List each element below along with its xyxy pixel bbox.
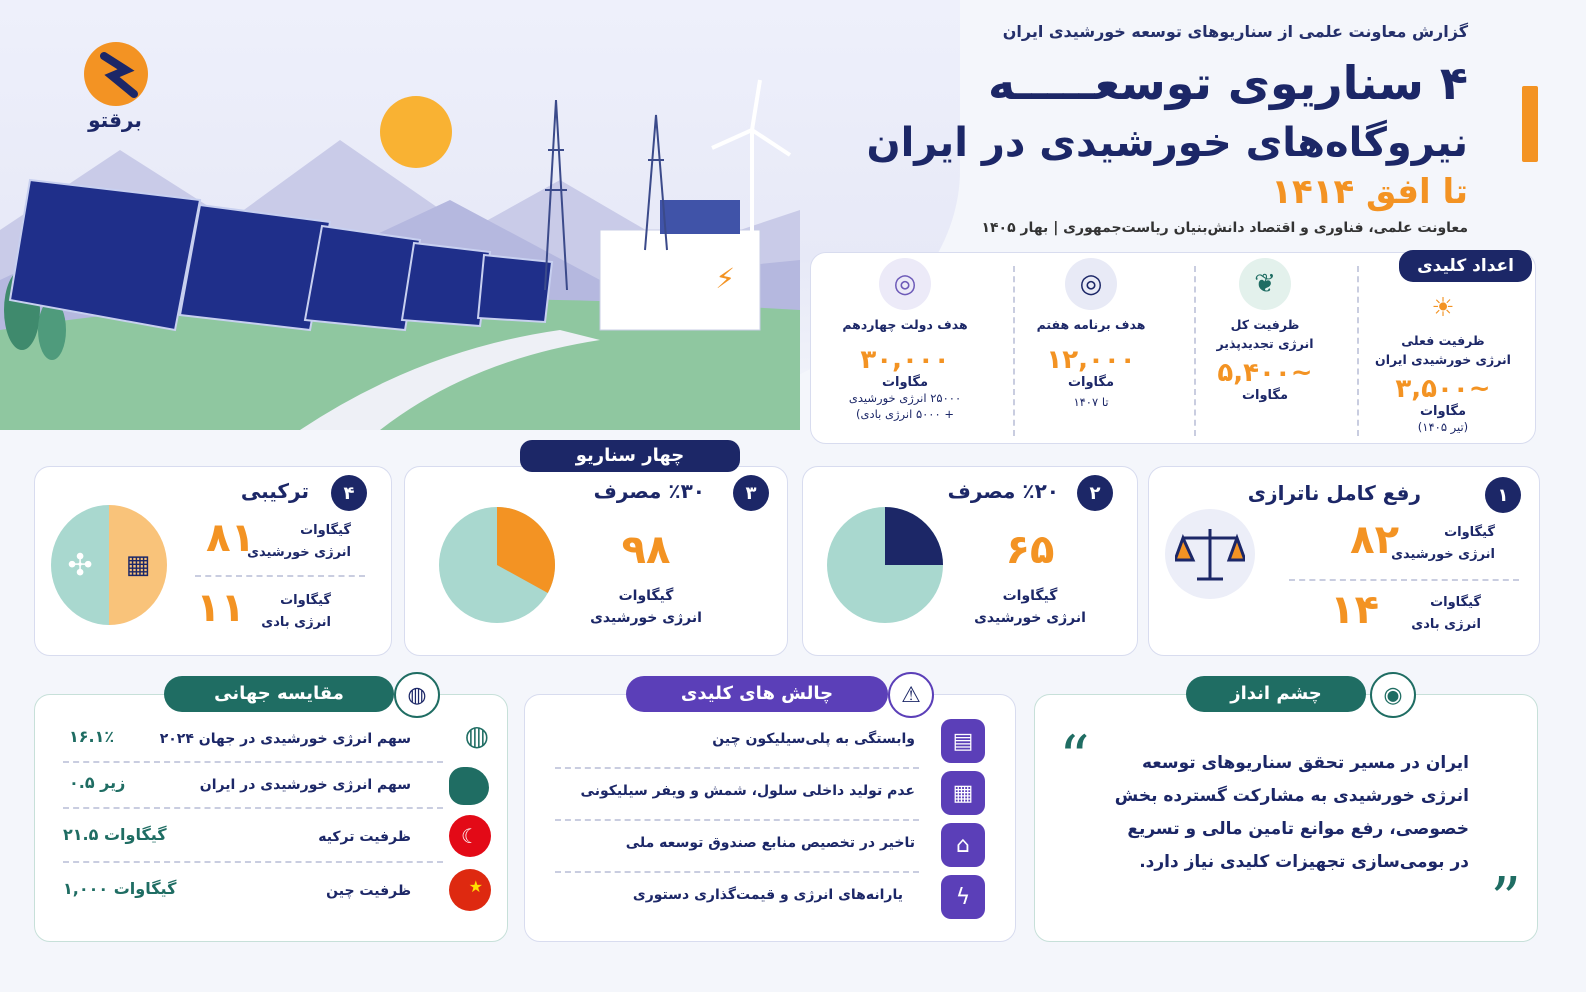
divider [63,861,443,863]
target-icon: ◎ [1065,258,1117,310]
global-comparison-badge: مقایسه جهانی [164,676,394,712]
divider [1289,579,1519,581]
solar-panel-icon: ▦ [109,505,167,625]
divider [195,575,365,577]
brand-logo-text: برقتو [88,108,142,132]
scenario-solar-value: ۸۱ [206,515,255,561]
turkey-flag-icon: ☾ [449,815,491,857]
scenario-number: ۳ [733,475,769,511]
vision-panel [1034,694,1538,942]
comparison-value: ۱۶.۱٪ [69,727,115,746]
comparison-value: ۲۱.۵ گیگاوات [63,825,167,844]
bank-icon: ⌂ [941,823,985,867]
globe-icon: ◍ [464,719,489,752]
subtitle-line: معاونت علمی، فناوری و اقتصاد دانش‌بنیان ریاست‌جمهوری | بهار ۱۴۰۵ [981,220,1468,236]
leaf-icon: ❦ [1239,258,1291,310]
scenario-title: رفع کامل ناترازی [1247,481,1421,505]
scenario-2-pie [825,505,945,625]
divider [555,767,919,769]
iran-map-icon [449,767,489,805]
quote-close-icon: ” [1490,865,1521,935]
globe-icon: ◍ [394,672,440,718]
key-number-current-solar: ☀ ظرفیت فعلی انرژی خورشیدی ایران ~۳,۵۰۰ مگاوات (تیر ۱۴۰۵) [1354,290,1532,470]
scenario-card-1: ۱ رفع کامل ناترازی گیگاوات انرژی خورشیدی ۸۲ گیگاوات انرژی بادی ۱۴ [1148,466,1540,656]
page-title-line3: تا افق ۱۴۱۴ [1271,172,1468,212]
scenario-card-3: ۳ ٪۳۰ مصرف ۹۸ گیگاوات انرژی خورشیدی [404,466,788,656]
comparison-value: ۱,۰۰۰ گیگاوات [63,879,177,898]
comparison-label: ظرفیت چین [326,883,411,899]
eye-icon: ◉ [1370,672,1416,718]
scenario-wind-value: ۱۱ [196,585,245,631]
divider [63,807,443,809]
scenario-title: ٪۳۰ مصرف [593,479,705,503]
page-title-line2: نیروگاه‌های خورشیدی در ایران [866,120,1468,166]
scenario-3-pie [437,505,557,625]
title-accent-bar [1522,86,1538,162]
divider [555,819,919,821]
key-numbers-divider [1357,266,1359,436]
report-line: گزارش معاونت علمی از سناریوهای توسعه خورشیدی ایران [1002,22,1468,41]
scenarios-badge: چهار سناریو [520,440,740,472]
global-comparison-panel [34,694,508,942]
vision-text: ایران در مسیر تحقق سناریوهای توسعه انرژی خورشیدی به مشارکت گسترده بخش خصوصی، رفع موانع تامین مالی و تسریع در بومی‌سازی تجهیزات کلیدی نیاز دارد. [1114,753,1469,873]
challenge-item: تاخیر در تخصیص منابع صندوق توسعه ملی [625,835,915,851]
scenario-solar-value: ۸۲ [1350,517,1399,563]
solar-wind-split-circle [51,505,167,625]
scenario-number: ۲ [1077,475,1113,511]
quote-open-icon: “ [1059,723,1090,793]
divider [63,761,443,763]
device-icon: ▤ [941,719,985,763]
svg-text:⚡: ⚡ [715,262,735,295]
key-numbers-divider [1194,266,1196,436]
challenges-badge: چالش های کلیدی [626,676,888,712]
scenario-value: ۶۵ [1005,527,1055,573]
divider [555,871,919,873]
key-numbers-divider [1013,266,1015,436]
challenge-item: وابستگی به پلی‌سیلیکون چین [712,731,915,747]
comparison-label: سهم انرژی خورشیدی در جهان ۲۰۲۴ [159,731,411,747]
key-number-total-renewable: ❦ ظرفیت کل انرژی تجدیدپذیر ~۵,۴۰۰ مگاوات [1176,258,1354,438]
key-number-government-goal: ◎ هدف دولت چهاردهم ۳۰,۰۰۰ مگاوات ۲۵۰۰۰ انرژی خورشیدی + ۵۰۰۰ انرژی بادی) [816,258,994,438]
scales-icon [1165,509,1255,599]
challenge-item: یارانه‌های انرژی و قیمت‌گذاری دستوری [632,887,903,903]
scenario-wind-value: ۱۴ [1330,587,1379,633]
scenario-card-4: ۴ ترکیبی ▦ ✣ گیگاوات انرژی خورشیدی ۸۱ گیگاوات انرژی بادی ۱۱ [34,466,392,656]
scenario-card-2: ۲ ٪۲۰ مصرف ۶۵ گیگاوات انرژی خورشیدی [802,466,1138,656]
scenario-number: ۴ [331,475,367,511]
sun-icon: ☀ [1425,290,1461,326]
comparison-value: زیر ۰.۵ [69,773,126,792]
key-numbers-badge: اعداد کلیدی [1399,250,1532,282]
target-icon: ◎ [879,258,931,310]
scenario-number: ۱ [1485,477,1521,513]
vision-badge: چشم انداز [1186,676,1366,712]
lightning-icon: ϟ [941,875,985,919]
china-flag-icon: ★ [449,869,491,911]
scenario-value: ۹۸ [621,527,671,573]
warning-icon: ⚠ [888,672,934,718]
sun-shape [380,96,452,168]
challenge-item: عدم تولید داخلی سلول، شمش و ویفر سیلیکونی [580,783,915,799]
page-title-line1: ۴ سناریوی توسعـــــه [988,56,1468,110]
wind-turbine-icon: ✣ [51,505,109,625]
comparison-label: سهم انرژی خورشیدی در ایران [199,777,411,793]
scenario-title: ترکیبی [240,479,309,503]
grid-icon: ▦ [941,771,985,815]
comparison-label: ظرفیت ترکیه [318,829,411,845]
pie-slice-solar [885,507,943,565]
challenges-panel [524,694,1016,942]
scenario-title: ٪۲۰ مصرف [947,479,1059,503]
key-number-seventh-plan: ◎ هدف برنامه هفتم ۱۲,۰۰۰ مگاوات تا ۱۴۰۷ [1002,258,1180,438]
